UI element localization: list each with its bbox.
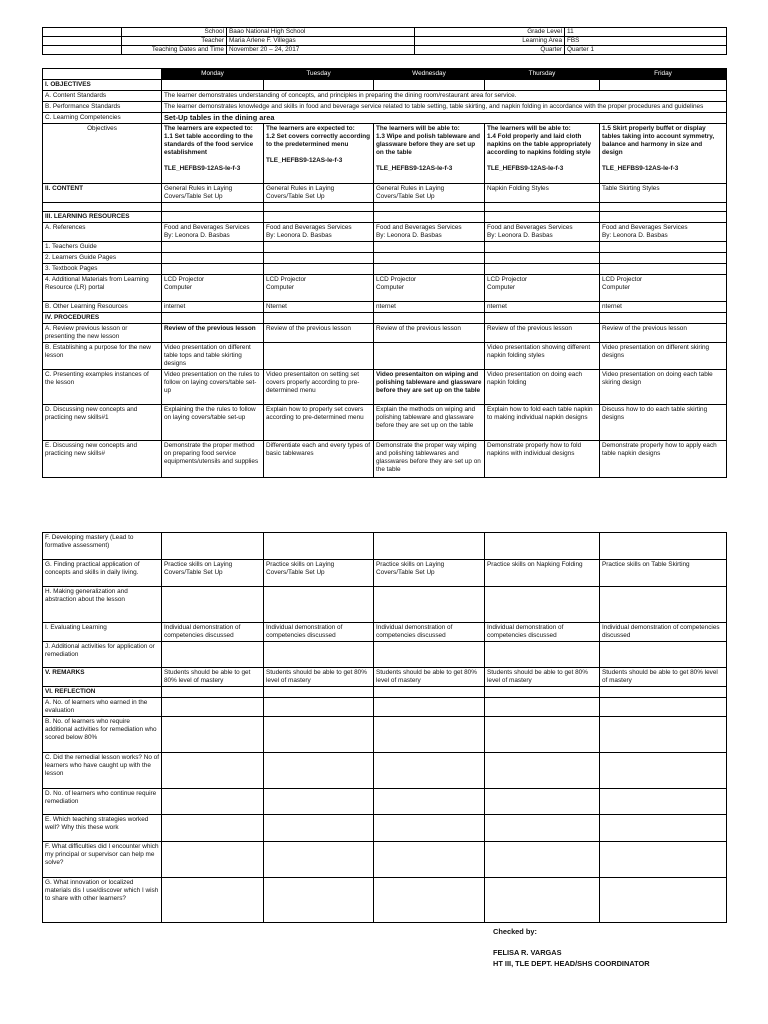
area-value: FBS xyxy=(565,37,727,46)
teachers-guide-label: 1. Teachers Guide xyxy=(43,242,162,253)
procedure-j-label: J. Additional activities for application or remediation xyxy=(43,642,162,668)
procedure-d-thursday: Explain how to fold each table napkin to making individual napkin designs xyxy=(485,405,600,441)
objectives-label: Objectives xyxy=(43,124,162,184)
performance-standards-label: B. Performance Standards xyxy=(43,102,162,113)
other-monday: internet xyxy=(162,302,264,313)
procedure-c-friday: Video presentation on doing each table skiring design xyxy=(600,370,727,405)
remarks-tuesday: Students should be able to get 80% level of mastery xyxy=(264,668,374,687)
procedure-f-label: F. Developing mastery (Lead to formative assessment) xyxy=(43,533,162,560)
reflection-heading: VI. REFLECTION xyxy=(43,687,162,698)
procedure-e-label: E. Discussing new concepts and practicing new skills# xyxy=(43,441,162,478)
remarks-monday: Students should be able to get 80% level of mastery xyxy=(162,668,264,687)
lesson-plan-table xyxy=(42,68,727,478)
procedure-h-label: H. Making generalization and abstraction about the lesson xyxy=(43,587,162,623)
day-header-wednesday: Wednesday xyxy=(374,69,485,80)
learning-competencies-label: C. Learning Competencies xyxy=(43,113,162,124)
procedure-e-friday: Demonstrate properly how to apply each table napkin designs xyxy=(600,441,727,478)
signature-block xyxy=(493,926,650,969)
references-friday: Food and Beverages Services By: Leonora D. Basbas xyxy=(600,223,727,242)
content-tuesday: General Rules in Laying Covers/Table Set Up xyxy=(264,184,374,203)
header-table xyxy=(42,27,727,55)
remarks-wednesday: Students should be able to get 80% level of mastery xyxy=(374,668,485,687)
other-thursday: nternet xyxy=(485,302,600,313)
procedure-g-wednesday: Practice skills on Laying Covers/Table Set Up xyxy=(374,560,485,587)
remarks-heading: V. REMARKS xyxy=(43,668,162,687)
references-thursday: Food and Beverages Services By: Leonora D. Basbas xyxy=(485,223,600,242)
area-label: Learning Area xyxy=(415,37,565,46)
objective-monday: The learners are expected to: 1.1 Set table according to the standards of the food service establishment TLE_HEFBS9-12AS-Ie-f-3 xyxy=(162,124,264,184)
objective-thursday: The learners will be able to: 1.4 Fold properly and laid cloth napkins on the table appropriately according to napkins folding style TLE_HEFBS9-12AS-Ie-f-3 xyxy=(485,124,600,184)
procedure-a-wednesday: Review of the previous lesson xyxy=(374,324,485,343)
reflection-d-label: D. No. of learners who continue require remediation xyxy=(43,789,162,815)
day-header-friday: Friday xyxy=(600,69,727,80)
performance-standards-text: The learner demonstrates knowledge and skills in food and beverage service related to table setting, table skirting, and napkin folding in accordance with the proper procedures and guidelines xyxy=(162,102,727,113)
content-standards-label: A. Content Standards xyxy=(43,91,162,102)
remarks-thursday: Students should be able to get 80% level of mastery xyxy=(485,668,600,687)
content-thursday: Napkin Folding Styles xyxy=(485,184,600,203)
procedures-heading: IV. PROCEDURES xyxy=(43,313,162,324)
signatory-name: FELISA R. VARGAS xyxy=(493,948,562,957)
learners-guide-label: 2. Learners Guide Pages xyxy=(43,253,162,264)
procedure-i-friday: Individual demonstration of competencies discussed xyxy=(600,623,727,642)
procedure-b-thursday: Video presentation showing different napkin folding styles xyxy=(485,343,600,370)
procedure-a-tuesday: Review of the previous lesson xyxy=(264,324,374,343)
procedure-g-friday: Practice skills on Table Skirting xyxy=(600,560,727,587)
other-resources-label: B. Other Learning Resources xyxy=(43,302,162,313)
references-tuesday: Food and Beverages Services By: Leonora D. Basbas xyxy=(264,223,374,242)
procedure-g-tuesday: Practice skills on Laying Covers/Table Set Up xyxy=(264,560,374,587)
procedure-e-thursday: Demonstrate properly how to fold napkins with individual designs xyxy=(485,441,600,478)
dates-label: Teaching Dates and Time xyxy=(122,46,227,55)
procedure-e-tuesday: Differentiate each and every types of basic tablewares xyxy=(264,441,374,478)
content-friday: Table Skirting Styles xyxy=(600,184,727,203)
grade-label: Grade Level xyxy=(415,28,565,37)
teacher-value: Maria Arlene F. Villegas xyxy=(227,37,415,46)
procedure-d-label: D. Discussing new concepts and practicing new skills#1 xyxy=(43,405,162,441)
day-header-thursday: Thursday xyxy=(485,69,600,80)
procedure-i-tuesday: Individual demonstration of competencies discussed xyxy=(264,623,374,642)
checked-by-label: Checked by: xyxy=(493,927,537,936)
references-monday: Food and Beverages Services By: Leonora D. Basbas xyxy=(162,223,264,242)
content-standards-text: The learner demonstrates understanding of concepts, and principles in preparing the dining room/restaurant area for service. xyxy=(162,91,727,102)
day-header-tuesday: Tuesday xyxy=(264,69,374,80)
content-wednesday: General Rules in Laying Covers/Table Set Up xyxy=(374,184,485,203)
reflection-b-label: B. No. of learners who require additional activities for remediation who scored below 80% xyxy=(43,717,162,753)
other-tuesday: Nternet xyxy=(264,302,374,313)
procedure-b-monday: Video presentation on different table tops and table skirting designs xyxy=(162,343,264,370)
school-label: School xyxy=(122,28,227,37)
quarter-label: Quarter xyxy=(415,46,565,55)
procedure-a-monday: Review of the previous lesson xyxy=(162,324,264,343)
procedure-b-wednesday xyxy=(374,343,485,370)
materials-monday: LCD Projector Computer xyxy=(162,275,264,302)
procedure-d-friday: Discuss how to do each table skirting designs xyxy=(600,405,727,441)
procedure-a-friday: Review of the previous lesson xyxy=(600,324,727,343)
procedure-i-wednesday: Individual demonstration of competencies discussed xyxy=(374,623,485,642)
textbook-pages-label: 3. Textbook Pages xyxy=(43,264,162,275)
objective-wednesday: The learners will be able to: 1.3 Wipe and polish tableware and glassware before they are set up on the table TLE_HEFBS9-12AS-Ie-f-3 xyxy=(374,124,485,184)
procedure-i-label: I. Evaluating Learning xyxy=(43,623,162,642)
materials-wednesday: LCD Projector Computer xyxy=(374,275,485,302)
procedure-g-label: G. Finding practical application of concepts and skills in daily living. xyxy=(43,560,162,587)
quarter-value: Quarter 1 xyxy=(565,46,727,55)
procedure-a-label: A. Review previous lesson or presenting the new lesson xyxy=(43,324,162,343)
objectives-heading: I. OBJECTIVES xyxy=(43,80,162,91)
objective-tuesday: The learners are expected to: 1.2 Set covers correctly according to the predetermined menu TLE_HEFBS9-12AS-Ie-f-3 xyxy=(264,124,374,184)
reflection-c-label: C. Did the remedial lesson works? No of learners who have caught up with the lesson xyxy=(43,753,162,789)
reflection-a-label: A. No. of learners who earned in the evaluation xyxy=(43,698,162,717)
procedure-d-wednesday: Explain the methods on wiping and polishing tableware and glassware before they are set up on the table xyxy=(374,405,485,441)
grade-value: 11 xyxy=(565,28,727,37)
procedure-g-thursday: Practice skills on Napking Folding xyxy=(485,560,600,587)
procedure-c-monday: Video presentation on the rules to follow on laying covers/table set-up xyxy=(162,370,264,405)
references-label: A. References xyxy=(43,223,162,242)
reflection-f-label: F. What difficulties did I encounter which my principal or supervisor can help me solve? xyxy=(43,842,162,878)
other-wednesday: nternet xyxy=(374,302,485,313)
procedure-c-tuesday: Video presentaiton on setting set covers properly according to pre-determined menu xyxy=(264,370,374,405)
objective-friday: 1.5 Skirt properly buffet or display tables taking into account symmetry, balance and harmony in size and design TLE_HEFBS9-12AS-Ie-f-3 xyxy=(600,124,727,184)
learning-competencies-text: Set-Up tables in the dining area xyxy=(162,113,727,124)
remarks-friday: Students should be able to get 80% level of mastery xyxy=(600,668,727,687)
procedure-a-thursday: Review of the previous lesson xyxy=(485,324,600,343)
procedure-i-monday: Individual demonstration of competencies discussed xyxy=(162,623,264,642)
reflection-g-label: G. What innovation or localized materials dis I use/discover which I wish to share with other learners? xyxy=(43,878,162,923)
other-friday: nternet xyxy=(600,302,727,313)
lesson-plan-table-continued xyxy=(42,532,727,923)
procedure-c-label: C. Presenting examples instances of the lesson xyxy=(43,370,162,405)
school-value: Baao National High School xyxy=(227,28,415,37)
reflection-e-label: E. Which teaching strategies worked well? Why this these work xyxy=(43,815,162,842)
procedure-b-label: B. Establishing a purpose for the new lesson xyxy=(43,343,162,370)
content-heading: II. CONTENT xyxy=(43,184,162,203)
references-wednesday: Food and Beverages Services By: Leonora D. Basbas xyxy=(374,223,485,242)
procedure-c-wednesday: Video presentaiton on wiping and polishing tableware and glassware before they are set up on the table xyxy=(374,370,485,405)
teacher-label: Teacher xyxy=(122,37,227,46)
procedure-b-tuesday xyxy=(264,343,374,370)
procedure-d-tuesday: Explain how to properly set covers according to pre-determined menu xyxy=(264,405,374,441)
materials-thursday: LCD Projector Computer xyxy=(485,275,600,302)
procedure-g-monday: Practice skills on Laying Covers/Table Set Up xyxy=(162,560,264,587)
procedure-e-monday: Demonstrate the proper method on preparing food service equipments/utensils and supplies xyxy=(162,441,264,478)
dates-value: November 20 – 24, 2017 xyxy=(227,46,415,55)
procedure-c-thursday: Video presentation on doing each napkin folding xyxy=(485,370,600,405)
procedure-i-thursday: Individual demonstration of competencies discussed xyxy=(485,623,600,642)
materials-tuesday: LCD Projector Computer xyxy=(264,275,374,302)
signatory-title: HT III, TLE DEPT. HEAD/SHS COORDINATOR xyxy=(493,959,650,968)
procedure-e-wednesday: Demonstrate the proper way wiping and polishing tablewares and glasswares before they are set up on the table xyxy=(374,441,485,478)
procedure-d-monday: Explaining the the rules to follow on laying covers/table set-up xyxy=(162,405,264,441)
materials-friday: LCD Projector Computer xyxy=(600,275,727,302)
additional-materials-label: 4. Additional Materials from Learning Resource (LR) portal xyxy=(43,275,162,302)
learning-resources-heading: III. LEARNING RESOURCES xyxy=(43,212,162,223)
content-monday: General Rules in Laying Covers/Table Set Up xyxy=(162,184,264,203)
day-header-monday: Monday xyxy=(162,69,264,80)
procedure-b-friday: Video presentation on different skiring designs xyxy=(600,343,727,370)
